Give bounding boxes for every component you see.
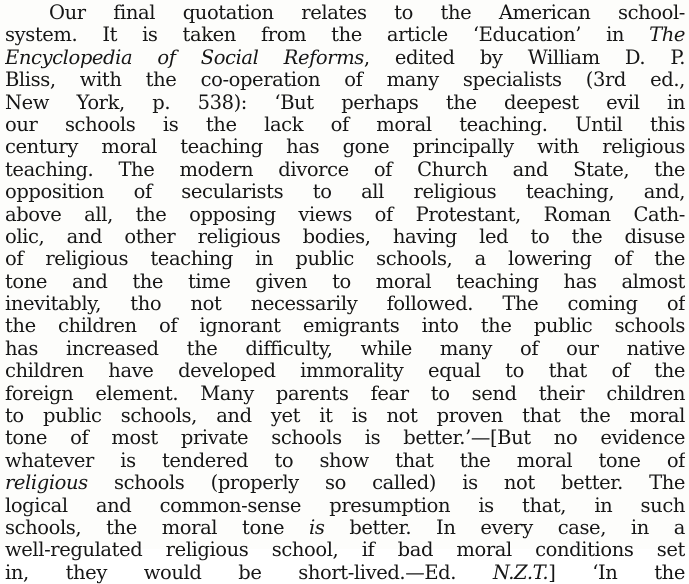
text-run: New York, p. 538): ‘But perhaps the deepest evil in bbox=[5, 91, 685, 114]
text-line bbox=[5, 69, 685, 91]
text-line bbox=[5, 315, 685, 337]
text-run: Bliss, with the co-operation of many specialists (3rd ed., bbox=[5, 69, 685, 92]
article-column bbox=[5, 2, 685, 584]
italic-text: is bbox=[308, 516, 325, 539]
text-run: olic, and other religious bodies, having led to the disuse bbox=[5, 225, 685, 248]
italic-text: N.Z.T. bbox=[492, 561, 549, 584]
text-line bbox=[5, 450, 685, 472]
italic-text: The bbox=[649, 24, 685, 47]
text-line bbox=[5, 47, 685, 69]
text-run: Our final quotation relates to the American school- bbox=[49, 2, 685, 24]
text-run: our schools is the lack of moral teaching. Until this bbox=[5, 113, 685, 136]
text-line bbox=[5, 360, 685, 382]
text-run: tone and the time given to moral teaching has almost bbox=[5, 270, 685, 293]
text-line bbox=[5, 226, 685, 248]
text-run: in, they would be short-lived.—Ed. bbox=[5, 561, 493, 584]
text-line bbox=[5, 472, 685, 494]
text-run: better. In every case, in a bbox=[324, 516, 685, 539]
text-run: system. It is taken from the article ‘Education’ in bbox=[5, 24, 650, 47]
text-line bbox=[5, 293, 685, 315]
text-run: schools, the moral tone bbox=[5, 516, 309, 539]
text-run: has increased the difficulty, while many of our native bbox=[5, 337, 685, 360]
text-line bbox=[5, 383, 685, 405]
text-line bbox=[5, 271, 685, 293]
text-run: logical and common-sense presumption is that, in such bbox=[5, 494, 685, 517]
text-line bbox=[5, 159, 685, 181]
text-line bbox=[5, 427, 685, 449]
text-run: well-regulated religious school, if bad moral conditions set bbox=[5, 539, 685, 562]
text-run: schools (properly so called) is not better. The bbox=[87, 472, 685, 495]
text-line bbox=[5, 338, 685, 360]
text-line bbox=[5, 92, 685, 114]
text-line bbox=[5, 517, 685, 539]
text-run: children have developed immorality equal to that of the bbox=[5, 360, 685, 383]
text-line bbox=[5, 539, 685, 561]
text-run: foreign element. Many parents fear to send their children bbox=[5, 382, 685, 405]
text-run: whatever is tendered to show that the moral tone of bbox=[5, 449, 685, 472]
text-line bbox=[5, 405, 685, 427]
italic-text: Encyclopedia of Social Reforms bbox=[5, 46, 364, 69]
text-run: inevitably, tho not necessarily followed. The coming of bbox=[5, 293, 685, 316]
text-run: to public schools, and yet it is not proven that the moral bbox=[5, 405, 685, 428]
italic-text: religious bbox=[5, 472, 88, 495]
text-run: of religious teaching in public schools, a lowering of the bbox=[5, 248, 685, 271]
text-line bbox=[5, 181, 685, 203]
text-run: , edited by William D. P. bbox=[363, 46, 685, 69]
text-line bbox=[5, 248, 685, 270]
text-run: teaching. The modern divorce of Church and State, the bbox=[5, 158, 685, 181]
text-run: tone of most private schools is better.’—[But no evidence bbox=[5, 427, 685, 450]
text-line bbox=[5, 136, 685, 158]
text-line bbox=[5, 24, 685, 46]
text-line bbox=[5, 204, 685, 226]
text-line bbox=[5, 2, 685, 24]
text-line bbox=[5, 495, 685, 517]
text-run: ] ‘In the bbox=[548, 561, 685, 584]
text-run: above all, the opposing views of Protestant, Roman Cath- bbox=[5, 203, 685, 226]
text-line bbox=[5, 562, 685, 584]
text-run: century moral teaching has gone principally with religious bbox=[5, 136, 685, 159]
text-run: the children of ignorant emigrants into the public schools bbox=[5, 315, 685, 338]
text-run: opposition of secularists to all religious teaching, and, bbox=[5, 181, 685, 204]
text-line bbox=[5, 114, 685, 136]
